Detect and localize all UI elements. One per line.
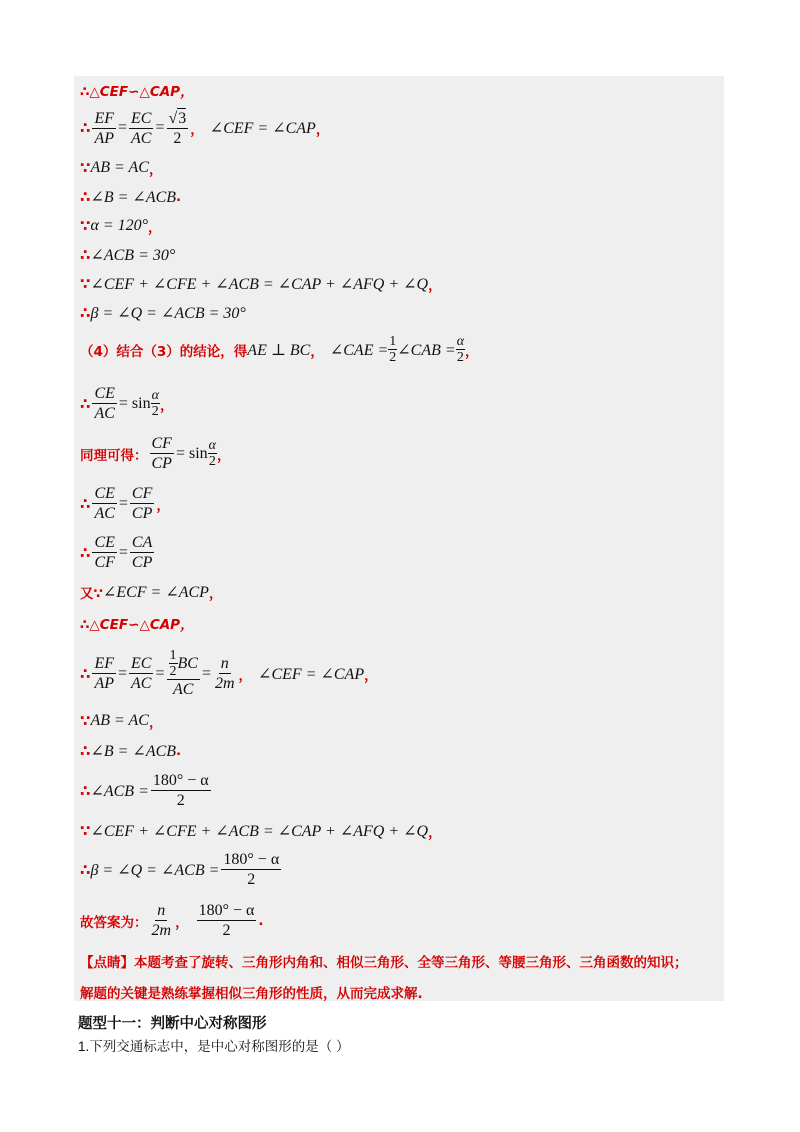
math-acb-eq: ∠ACB = [90,782,149,800]
math-ab-eq-ac: AB = AC [90,159,149,176]
fraction-cf-cp: $\frac{CF}{CP}$ [151,435,172,472]
question-1: 1.下列交通标志中，是中心对称图形的是（ ） [78,1039,350,1054]
fraction-ce-ac: $\frac{CE}{AC}$ [94,385,115,422]
similarity-text-2: ∴△CEF∽△CAP， [80,617,194,633]
final-answer: 故答案为： $\frac{n}{2m}$ ， $\frac{180^\circ - \alpha}{2}$ . [80,902,264,939]
math-alpha-120: α = 120° [90,217,149,234]
step-beta-formula [80,850,283,889]
comment-line-1 [80,951,688,971]
fraction-half: $\frac{1}{2}$ [389,334,397,365]
part4-conclusion: （4）结合（3）的结论，得 AE ⊥ BC ， ∠CAE = $\frac{1}{2}$ ∠CAB = $\frac{\alpha}{2}$ ， [80,334,479,365]
similarity-statement-2 [80,613,194,633]
therefore-symbol: ∴ [80,246,91,264]
step-ecf-acp: 又∵ ∠ECF = ∠ACP ， [80,584,223,602]
therefore-symbol: ∴ [80,304,91,322]
step-ab-ac-2: ∵ AB = AC ， [80,712,163,731]
because-symbol: ∵ [80,275,91,293]
sin-line-2: 同理可得： $\frac{CF}{CP}$ = sin $\frac{\alpha}{2}$ ， [80,435,231,472]
step-b-acb: ∴ ∠B = ∠ACB . [80,188,182,206]
also-because-label: 又∵ [80,586,103,602]
sin-line-1: ∴ $\frac{CE}{AC}$ = sin $\frac{\alpha}{2}$ ， [80,385,174,422]
therefore-symbol: ∴ [80,119,91,137]
fraction-half-bc-ac: $\frac{1}{2}$ BC AC [167,648,200,699]
ratio-line-1: ∴ $\frac{EF}{AP}$ = $\frac{EC}{AC}$ = $\frac{√3}{2}$ ， ∠CEF = ∠CAP ， [80,109,330,147]
fraction-alpha-2: $\frac{\alpha}{2}$ [151,388,159,419]
fraction-cf-cp: $\frac{CF}{CP}$ [131,485,153,522]
fraction-ce-cf: $\frac{CE}{CF}$ [94,534,115,571]
fraction-alpha-2: $\frac{\alpha}{2}$ [208,438,217,469]
angle-equality-2: ∠CEF = ∠CAP [258,665,365,683]
math-acb-30: ∠ACB = 30° [90,247,176,264]
math-angle-sum-1: ∠CEF + ∠CFE + ∠ACB = ∠CAP + ∠AFQ + ∠Q [90,276,429,293]
section-heading: 题型十一：判断中心对称图形 [78,1016,267,1032]
therefore-symbol: ∴ [80,781,91,800]
math-angle-sum-2: ∠CEF + ∠CFE + ∠ACB = ∠CAP + ∠AFQ + ∠Q [90,823,429,840]
step-b-acb-2: ∴ ∠B = ∠ACB . [80,742,182,760]
ratio-line-ce-ac-cf-cp: ∴ $\frac{CE}{AC}$ = $\frac{CF}{CP}$ ， [80,485,170,522]
fraction-ce-ac: $\frac{CE}{AC}$ [94,485,115,522]
fraction-ef-ap: $\frac{EF}{AP}$ [94,109,114,147]
answer-label: 故答案为： [80,914,148,931]
therefore-symbol: ∴ [80,494,91,513]
fraction-180-alpha-2: $\frac{180^\circ - \alpha}{2}$ [152,772,209,809]
part4-label: （4）结合（3）的结论，得 [80,343,248,360]
math-ae-perp-bc: AE ⊥ BC [247,341,311,359]
math-cab: ∠CAB = [397,341,456,359]
therefore-symbol: ∴ [80,664,91,683]
step-beta-30 [80,303,246,323]
therefore-symbol: ∴ [80,188,91,206]
math-ab-eq-ac: AB = AC [90,712,149,729]
therefore-symbol: ∴ [80,860,91,879]
fraction-180-alpha-2: $\frac{180^\circ - \alpha}{2}$ [223,851,280,888]
math-b-eq-acb: ∠B = ∠ACB [90,743,177,760]
fraction-ec-ac: $\frac{EC}{AC}$ [131,109,152,147]
similarly-label: 同理可得： [80,447,148,464]
similarity-statement-1 [80,80,194,100]
fraction-n-2m: $\frac{n}{2m}$ [214,655,235,692]
fraction-ec-ac: $\frac{EC}{AC}$ [131,655,152,692]
math-beta-30: β = ∠Q = ∠ACB = 30° [90,305,246,322]
comment-text-2: 解题的关键是熟练掌握相似三角形的性质，从而完成求解. [80,986,423,1002]
because-symbol: ∵ [80,712,91,730]
fraction-180-alpha-2: $\frac{180^\circ - \alpha}{2}$ [198,902,255,939]
therefore-symbol: ∴ [80,543,91,562]
math-b-eq-acb: ∠B = ∠ACB [90,189,177,206]
ratio-line-2: ∴ $\frac{EF}{AP}$ = $\frac{EC}{AC}$ = $\frac{1}{2}$ BC AC = $\frac{n}{2m}$ ， ∠CEF = ∠CAP ， [80,648,378,698]
fraction-ca-cp: $\frac{CA}{CP}$ [131,534,153,571]
because-symbol: ∵ [80,822,91,840]
math-ecf-eq-acp: ∠ECF = ∠ACP [102,584,209,601]
therefore-symbol: ∴ [80,394,91,413]
fraction-ef-ap: $\frac{EF}{AP}$ [94,655,114,692]
angle-equality-1: ∠CEF = ∠CAP [209,120,316,137]
math-cae: ∠CAE = [329,341,389,359]
step-angle-sum-2: ∵ ∠CEF + ∠CFE + ∠ACB = ∠CAP + ∠AFQ + ∠Q ， [80,822,442,841]
step-acb-formula [80,771,213,810]
fraction-alpha-2: $\frac{\alpha}{2}$ [456,334,465,365]
fraction-sqrt3-2: $\frac{√3}{2}$ [168,110,187,147]
similarity-text-1: ∴△CEF∽△CAP， [80,84,194,100]
sin-label: = sin [118,394,151,412]
step-ab-ac: ∵ AB = AC ， [80,159,163,178]
because-symbol: ∵ [80,159,91,177]
step-alpha-120: ∵ α = 120° ， [80,217,162,236]
therefore-symbol: ∴ [80,742,91,760]
ratio-line-ce-cf-ca-cp: ∴ $\frac{CE}{CF}$ = $\frac{CA}{CP}$ [80,534,153,571]
fraction-n-2m: $\frac{n}{2m}$ [151,902,172,939]
comment-line-2 [80,982,423,1002]
comment-text-1: 【点睛】本题考查了旋转、三角形内角和、相似三角形、全等三角形、等腰三角形、三角函数的知识； [80,955,688,971]
step-acb-30 [80,245,175,265]
because-symbol: ∵ [80,217,91,235]
math-beta-eq: β = ∠Q = ∠ACB = [90,861,220,879]
sin-label: = sin [175,444,208,462]
step-angle-sum-1: ∵ ∠CEF + ∠CFE + ∠ACB = ∠CAP + ∠AFQ + ∠Q ， [80,275,442,294]
